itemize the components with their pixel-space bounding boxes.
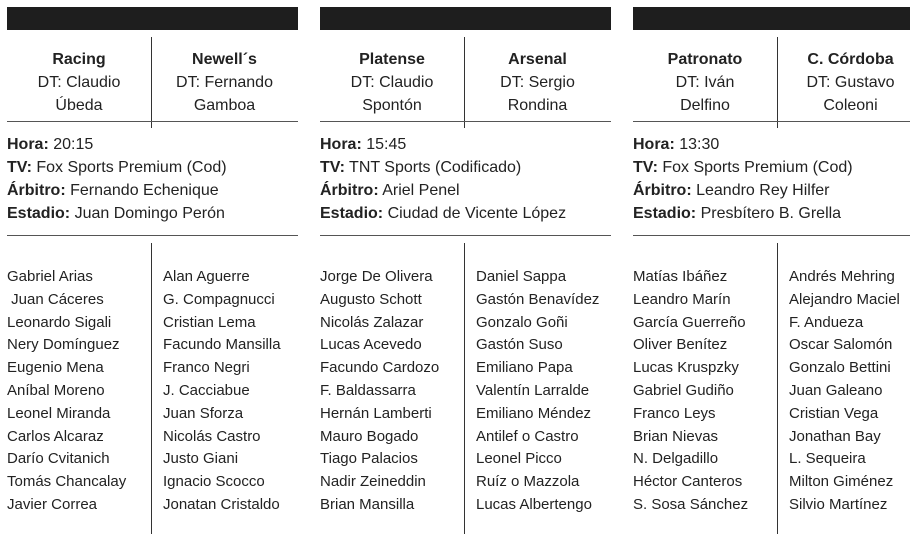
player-name: Jonathan Bay: [789, 427, 881, 445]
player-name: Nadir Zeineddin: [320, 473, 426, 491]
player-name: L. Sequeira: [789, 450, 866, 468]
away-team-name: C. Córdoba: [807, 51, 894, 68]
home-coach-surname: Úbeda: [55, 97, 103, 114]
home-coach-surname: Delfino: [680, 97, 730, 114]
estadio-label: Estadio:: [7, 205, 71, 222]
player-name: Daniel Sappa: [476, 268, 567, 285]
divider-line: [7, 121, 298, 122]
player-name: Matías Ibáñez: [633, 268, 728, 285]
player-name: Mauro Bogado: [320, 427, 419, 445]
player-name: Nicolás Castro: [163, 427, 261, 445]
tv-row: [320, 156, 611, 179]
arbitro-label: Árbitro:: [633, 182, 692, 199]
player-name: Aníbal Moreno: [7, 381, 105, 399]
player-name: Oscar Salomón: [789, 336, 893, 354]
arbitro-label: Árbitro:: [7, 182, 66, 199]
player-name: Brian Mansilla: [320, 495, 415, 513]
player-name: Alan Aguerre: [163, 268, 250, 285]
player-name: Emiliano Papa: [476, 359, 573, 377]
player-name: Antilef o Castro: [476, 427, 579, 445]
player-name: Jonatan Cristaldo: [163, 495, 280, 513]
arbitro-label: Árbitro:: [320, 182, 379, 199]
tv-value: Fox Sports Premium (Cod): [657, 159, 853, 176]
player-name: F. Andueza: [789, 313, 864, 331]
tv-row: [633, 156, 910, 179]
player-name: Leandro Marín: [633, 290, 731, 308]
player-name: Cristian Vega: [789, 404, 879, 422]
player-name: Cristian Lema: [163, 313, 256, 331]
home-coach: DT: Iván: [675, 74, 735, 91]
player-name: Milton Giménez: [789, 473, 894, 491]
player-name: Leonel Picco: [476, 450, 562, 468]
away-team-name: Arsenal: [508, 51, 567, 68]
player-name: Gonzalo Bettini: [789, 359, 891, 377]
away-coach-surname: Coleoni: [823, 97, 878, 114]
player-name: Brian Nievas: [633, 427, 719, 445]
hora-label: Hora:: [633, 136, 675, 153]
away-coach: DT: Fernando: [176, 74, 273, 91]
player-name: Justo Giani: [163, 450, 239, 468]
player-name: Emiliano Méndez: [476, 404, 592, 422]
player-name: Leonel Miranda: [7, 404, 111, 422]
player-name: Tomás Chancalay: [7, 473, 127, 491]
tv-value: Fox Sports Premium (Cod): [31, 159, 227, 176]
tv-label: TV:: [7, 159, 32, 176]
player-name: Nicolás Zalazar: [320, 313, 424, 331]
home-team: [633, 37, 777, 128]
away-coach-surname: Gamboa: [193, 97, 256, 114]
player-name: Carlos Alcaraz: [7, 427, 104, 445]
player-name: Lucas Kruspzky: [633, 359, 739, 377]
away-lineup: [476, 266, 599, 517]
player-name: Nery Domínguez: [7, 336, 120, 354]
away-coach: DT: Gustavo: [806, 74, 895, 91]
match-info: [320, 133, 611, 225]
match-card: [633, 7, 910, 534]
estadio-value: Presbítero B. Grella: [696, 205, 842, 222]
player-name: Gabriel Arias: [7, 268, 93, 285]
player-name: Silvio Martínez: [789, 495, 888, 513]
card-header-bar: [7, 7, 298, 30]
estadio-value: Juan Domingo Perón: [70, 205, 225, 222]
home-team-name: Racing: [52, 51, 106, 68]
home-coach-surname: Spontón: [362, 97, 422, 114]
hora-label: Hora:: [320, 136, 362, 153]
player-name: Juan Sforza: [163, 404, 244, 422]
arbitro-value: Fernando Echenique: [65, 182, 219, 199]
player-name: Gabriel Gudiño: [633, 381, 734, 399]
player-name: Hernán Lamberti: [320, 404, 432, 422]
player-name: Darío Cvitanich: [7, 450, 110, 468]
arbitro-value: Leandro Rey Hilfer: [691, 182, 830, 199]
player-name: N. Delgadillo: [633, 450, 719, 468]
home-lineup: [7, 266, 126, 517]
hora-value: 20:15: [48, 136, 94, 153]
estadio-row: [320, 202, 611, 225]
player-name: Valentín Larralde: [476, 381, 590, 399]
teams-divider: [777, 37, 778, 128]
player-name: S. Sosa Sánchez: [633, 495, 749, 513]
estadio-row: [7, 202, 298, 225]
hora-value: 13:30: [674, 136, 720, 153]
home-team: [320, 37, 464, 128]
divider-line: [633, 235, 910, 236]
hora-row: [320, 133, 611, 156]
player-name: Oliver Benítez: [633, 336, 728, 354]
player-name: J. Cacciabue: [163, 381, 250, 399]
home-lineup: [633, 266, 748, 517]
away-team: [464, 37, 611, 128]
player-name: Augusto Schott: [320, 290, 422, 308]
teams-row: [320, 37, 611, 128]
hora-label: Hora:: [7, 136, 49, 153]
away-team-name: Newell´s: [192, 51, 257, 68]
player-name: Facundo Cardozo: [320, 359, 440, 377]
divider-line: [633, 121, 910, 122]
player-name: Facundo Mansilla: [163, 336, 281, 354]
away-coach: DT: Sergio: [500, 74, 575, 91]
player-name: Andrés Mehring: [789, 268, 895, 285]
player-name: Juan Galeano: [789, 381, 883, 399]
player-name: Ignacio Scocco: [163, 473, 265, 491]
card-header-bar: [633, 7, 910, 30]
match-card: [7, 7, 298, 534]
home-coach: DT: Claudio: [350, 74, 434, 91]
player-name: Gastón Benavídez: [476, 290, 600, 308]
lineups-divider: [777, 243, 778, 534]
away-team: [151, 37, 298, 128]
match-info: [7, 133, 298, 225]
player-name: Gastón Suso: [476, 336, 563, 354]
home-coach: DT: Claudio: [37, 74, 121, 91]
player-name: Jorge De Olivera: [320, 268, 433, 285]
away-lineup: [163, 266, 281, 517]
match-card: [320, 7, 611, 534]
player-name: Leonardo Sigali: [7, 313, 112, 331]
hora-value: 15:45: [361, 136, 407, 153]
player-name: Ruíz o Mazzola: [476, 473, 580, 491]
player-name: F. Baldassarra: [320, 381, 416, 399]
player-name: Lucas Albertengo: [476, 495, 592, 513]
match-info: [633, 133, 910, 225]
teams-row: [7, 37, 298, 128]
player-name: Gonzalo Goñi: [476, 313, 568, 331]
away-lineup: [789, 266, 900, 517]
home-lineup: [320, 266, 439, 517]
arbitro-row: [633, 179, 910, 202]
tv-label: TV:: [633, 159, 658, 176]
divider-line: [7, 235, 298, 236]
divider-line: [320, 121, 611, 122]
estadio-row: [633, 202, 910, 225]
player-name: Tiago Palacios: [320, 450, 418, 468]
arbitro-value: Ariel Penel: [378, 182, 460, 199]
player-name: Juan Cáceres: [7, 290, 104, 308]
tv-row: [7, 156, 298, 179]
estadio-label: Estadio:: [633, 205, 697, 222]
tv-label: TV:: [320, 159, 345, 176]
teams-divider: [464, 37, 465, 128]
player-name: Eugenio Mena: [7, 359, 104, 377]
away-coach-surname: Rondina: [507, 97, 568, 114]
divider-line: [320, 235, 611, 236]
estadio-value: Ciudad de Vicente López: [383, 205, 567, 222]
tv-value: TNT Sports (Codificado): [344, 159, 522, 176]
hora-row: [633, 133, 910, 156]
player-name: Alejandro Maciel: [789, 290, 900, 308]
arbitro-row: [7, 179, 298, 202]
lineups-divider: [464, 243, 465, 534]
teams-divider: [151, 37, 152, 128]
player-name: Lucas Acevedo: [320, 336, 422, 354]
lineups-divider: [151, 243, 152, 534]
hora-row: [7, 133, 298, 156]
player-name: Franco Negri: [163, 359, 250, 377]
teams-row: [633, 37, 910, 128]
player-name: Franco Leys: [633, 404, 716, 422]
player-name: Héctor Canteros: [633, 473, 743, 491]
player-name: G. Compagnucci: [163, 290, 275, 308]
home-team: [7, 37, 151, 128]
card-header-bar: [320, 7, 611, 30]
away-team: [777, 37, 910, 128]
estadio-label: Estadio:: [320, 205, 384, 222]
arbitro-row: [320, 179, 611, 202]
player-name: Javier Correa: [7, 495, 98, 513]
home-team-name: Patronato: [667, 51, 743, 68]
home-team-name: Platense: [359, 51, 425, 68]
player-name: García Guerreño: [633, 313, 746, 331]
